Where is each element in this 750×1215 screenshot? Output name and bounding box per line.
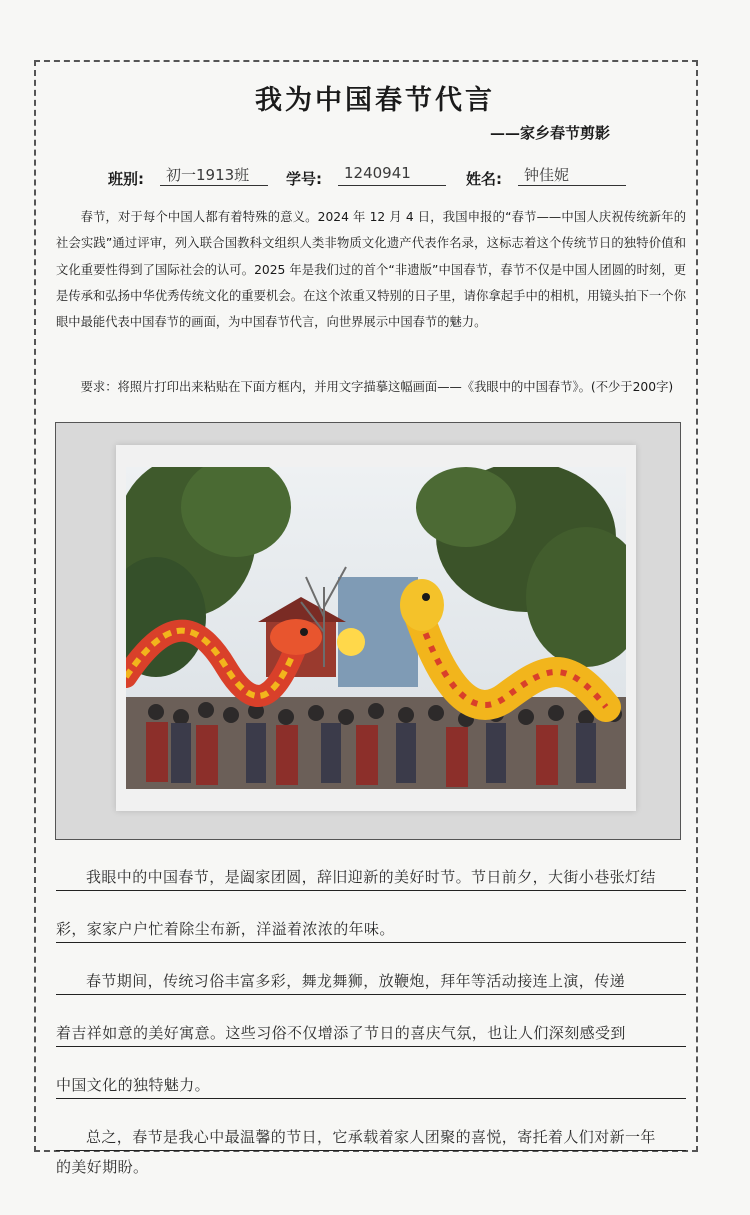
dragon-dance-photo bbox=[126, 467, 626, 789]
photo-box bbox=[55, 422, 681, 840]
student-no-value: 1240941 bbox=[338, 164, 446, 186]
essay-line: 的美好期盼。 bbox=[56, 1158, 149, 1176]
requirement-paragraph: 要求：将照片打印出来粘贴在下面方框内，并用文字描摹这幅画面——《我眼中的中国春节》。(不少于200字) bbox=[80, 380, 674, 394]
intro-paragraph: 春节，对于每个中国人都有着特殊的意义。2024 年 12 月 4 日，我国申报的“春节——中国人庆祝传统新年的社会实践”通过评审，列入联合国教科文组织人类非物质文化遗产代表作名录，这标志着这个传统节日的独特价值和文化重要性得到了国际社会的认可。2025 年是我们过的首个“非遗版”中国春节，春节不仅是中国人团圆的时刻，更是传承和弘扬中华优秀传统文化的重要机会。在这个浓重又特别的日子里，请你拿起手中的相机，用镜头拍下一个你眼中最能代表中国春节的画面，为中国春节代言，向世界展示中国春节的魅力。 bbox=[56, 210, 686, 330]
class-label: 班别: bbox=[108, 170, 144, 188]
ruled-line bbox=[56, 1150, 686, 1151]
worksheet-title: 我为中国春节代言 bbox=[255, 85, 495, 116]
essay-line: 彩，家家户户忙着除尘布新，洋溢着浓浓的年味。 bbox=[56, 920, 395, 938]
class-value: 初一1913班 bbox=[160, 164, 268, 186]
student-info-row bbox=[108, 164, 668, 194]
lantern bbox=[337, 628, 365, 656]
name-label: 姓名: bbox=[466, 170, 502, 188]
ruled-line bbox=[56, 994, 686, 995]
ruled-line bbox=[56, 942, 686, 943]
essay-line: 着吉祥如意的美好寓意。这些习俗不仅增添了节日的喜庆气氛，也让人们深刻感受到 bbox=[56, 1024, 626, 1042]
essay-line: 中国文化的独特魅力。 bbox=[56, 1076, 211, 1094]
student-no-label: 学号: bbox=[286, 170, 322, 188]
essay-line: 总之，春节是我心中最温馨的节日，它承载着家人团聚的喜悦，寄托着人们对新一年 bbox=[86, 1128, 656, 1146]
essay-line: 春节期间，传统习俗丰富多彩，舞龙舞狮，放鞭炮，拜年等活动接连上演，传递 bbox=[86, 972, 626, 990]
name-value: 钟佳妮 bbox=[518, 164, 626, 186]
ruled-line bbox=[56, 1098, 686, 1099]
ruled-line bbox=[56, 1046, 686, 1047]
ruled-line bbox=[56, 890, 686, 891]
photo-print bbox=[116, 445, 636, 811]
worksheet-subtitle: ——家乡春节剪影 bbox=[490, 124, 611, 142]
essay-line: 我眼中的中国春节，是阖家团圆，辞旧迎新的美好时节。节日前夕，大街小巷张灯结 bbox=[86, 868, 656, 886]
